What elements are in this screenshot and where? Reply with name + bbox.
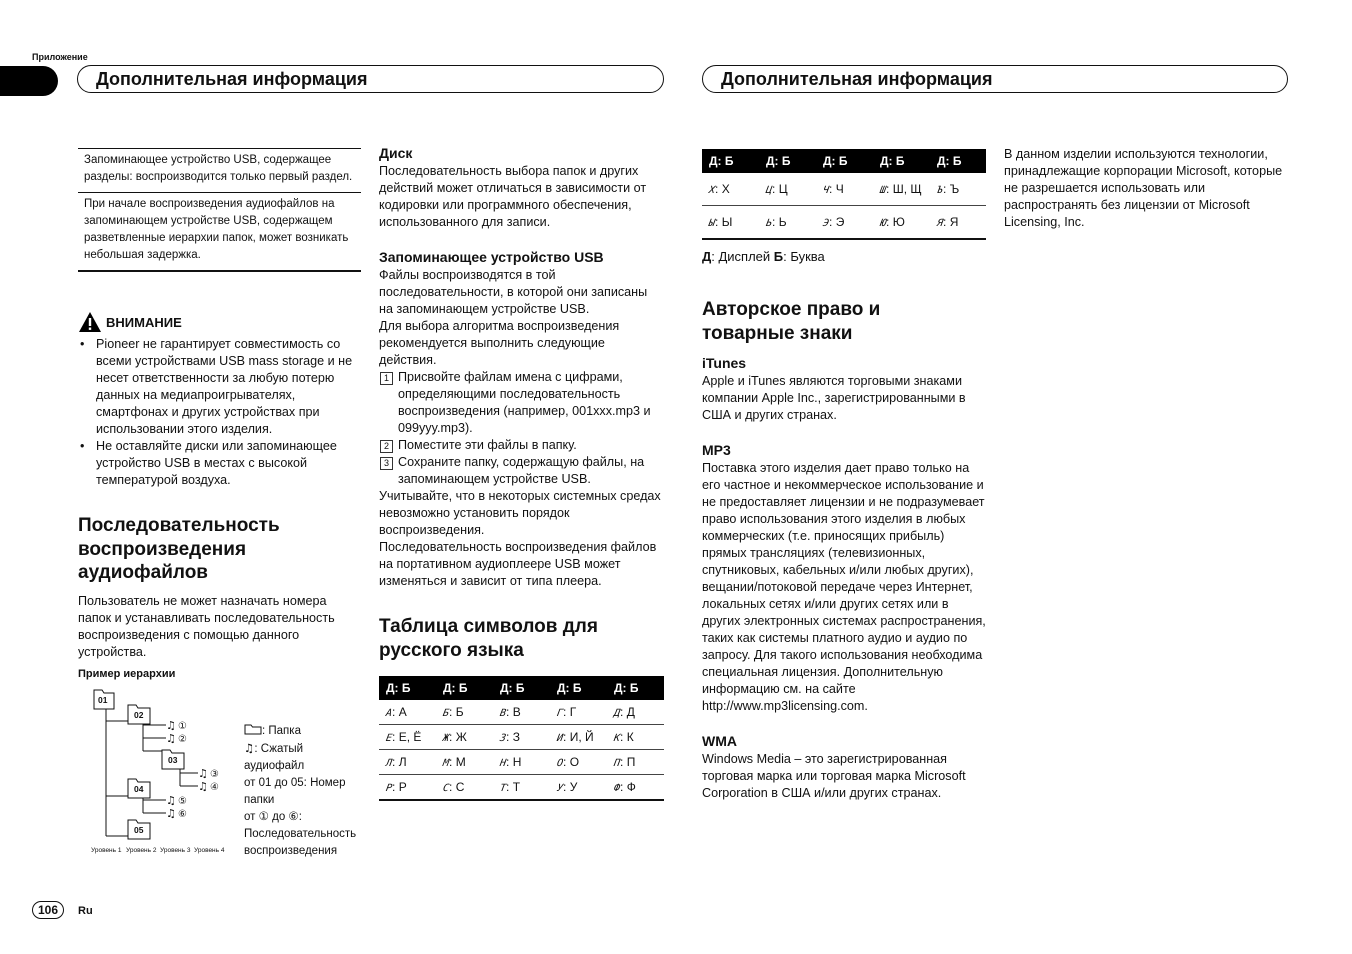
letter-text: : Е, Ё: [392, 730, 422, 744]
folder-label: 05: [134, 825, 144, 835]
hierarchy-legend: [244, 723, 359, 860]
char-table-header: Д: Б: [873, 149, 930, 173]
file-order-number: ①: [178, 721, 187, 732]
char-table-title: Таблица символов для русского языка: [379, 616, 598, 661]
char-table-header: Д: Б: [493, 676, 550, 700]
header-left: Дополнительная информация: [77, 65, 664, 93]
letter-text: : Ы: [715, 215, 733, 229]
letter-text: : Х: [715, 182, 730, 196]
letter-text: : Ч: [829, 182, 844, 196]
copyright-title: Авторское право и товарные знаки: [702, 299, 881, 344]
char-cell: [493, 700, 550, 725]
display-glyph: Ы: [708, 218, 717, 229]
char-cell: [930, 173, 986, 206]
display-glyph: Ь: [765, 218, 774, 229]
legend-d: Д: [702, 249, 712, 264]
microsoft-notice: В данном изделии используются технологии, принадлежащие корпорации Microsoft, которые не разрешается использовать или распространять без лицензии от Microsoft Licensing, Inc.: [1004, 147, 1283, 229]
music-file-icon: ♫: [166, 807, 176, 820]
char-table-header: Д: Б: [816, 149, 873, 173]
char-cell: [702, 206, 759, 240]
playback-order-title: Последовательность воспроизведения аудиофайлов: [78, 515, 280, 583]
file-order-number: ⑥: [178, 809, 187, 820]
char-table-header: Д: Б: [759, 149, 816, 173]
char-table-legend: [702, 249, 825, 264]
char-table-row: [702, 206, 986, 240]
char-cell: [436, 700, 493, 725]
display-glyph: Г: [556, 708, 565, 719]
wma-title: WMA: [702, 733, 737, 749]
char-cell: [873, 206, 930, 240]
music-file-icon: ♫: [198, 767, 208, 780]
char-cell: [607, 725, 664, 750]
display-glyph: Б: [442, 708, 451, 719]
display-glyph: З: [499, 733, 508, 744]
usb-paragraph: Последовательность воспроизведения файлов на портативном аудиоплеере USB может изменяться и зависит от типа плеера.: [379, 540, 657, 588]
display-glyph: H: [499, 758, 508, 769]
usb-step: [379, 437, 664, 454]
char-table-header: Д: Б: [379, 676, 436, 700]
display-glyph: K: [613, 733, 622, 744]
page-tab-marker: [0, 66, 58, 96]
char-cell: [607, 775, 664, 801]
display-glyph: Ц: [765, 185, 774, 196]
letter-text: : К: [620, 730, 634, 744]
letter-text: : Г: [563, 705, 577, 719]
display-glyph: Э: [822, 218, 831, 229]
char-table-header: Д: Б: [436, 676, 493, 700]
legend-folder: : Папка: [262, 725, 301, 737]
music-file-icon: ♫: [244, 741, 255, 755]
char-cell: [379, 725, 436, 750]
char-table-row: [379, 750, 664, 775]
warning-icon: [78, 311, 102, 333]
letter-text: : Ь: [772, 215, 787, 229]
letter-text: : Ш, Щ: [886, 182, 922, 196]
usb-paragraph: Учитывайте, что в некоторых системных средах невозможно установить порядок воспроизведения.: [379, 489, 661, 537]
mp3-body: Поставка этого изделия дает право только на его частное и некоммерческое использование и не предоставляет лицензии и не подразумевает право использования этого изделия в любых коммерческих (т.е. приносящих прибыль) прямых трансляциях (телевизионных, спутниковых, кабельных и/или любых других), вещании/потоковой передаче через Интернет, локальных сетях и/или других сетях или в других электронных системах распространения, таких как системы платного аудио и аудио по запросу. Для такого использования необходима специальная лицензия. Дополнительную информацию см. на сайте: [702, 461, 986, 696]
letter-text: : С: [449, 780, 465, 794]
char-table-row: [379, 725, 664, 750]
section-label: Приложение: [32, 52, 88, 62]
legend-file: : Сжатый аудиофайл: [244, 743, 305, 772]
char-table-header: Д: Б: [607, 676, 664, 700]
char-cell: [759, 173, 816, 206]
char-cell: [816, 206, 873, 240]
letter-text: : Д: [620, 705, 635, 719]
display-glyph: П: [613, 758, 622, 769]
letter-text: : З: [506, 730, 520, 744]
char-table-2: [702, 149, 986, 240]
hierarchy-example-title: Пример иерархии: [78, 668, 176, 680]
char-cell: [550, 725, 607, 750]
display-glyph: Д: [613, 708, 622, 719]
display-glyph: X: [708, 185, 717, 196]
char-cell: [702, 173, 759, 206]
folder-hierarchy-diagram: [88, 684, 238, 856]
letter-text: : Ж: [449, 730, 467, 744]
char-cell: [379, 750, 436, 775]
char-table-row: [379, 700, 664, 725]
page-number: 106: [32, 901, 64, 919]
letter-text: : Л: [392, 755, 407, 769]
char-cell: [379, 700, 436, 725]
playback-order-body: Пользователь не может назначать номера папок и устанавливать последовательность воспроизведения с помощью данного устройства.: [78, 593, 335, 659]
char-cell: [436, 725, 493, 750]
letter-text: : Э: [829, 215, 845, 229]
step-number: 1: [380, 372, 393, 385]
char-cell: [930, 206, 986, 240]
caution-item: • Не оставляйте диски или запоминающее устройство USB в местах с высокой температурой воздуха.: [78, 438, 361, 489]
letter-text: : Ъ: [943, 182, 960, 196]
letter-text: : Н: [506, 755, 522, 769]
step-text: Поместите эти файлы в папку.: [398, 438, 577, 452]
folder-label: 02: [134, 710, 144, 720]
caution-title: ВНИМАНИЕ: [106, 314, 182, 330]
step-number: 3: [380, 457, 393, 470]
char-cell: [436, 775, 493, 801]
level-label: Уровень 2: [126, 847, 157, 854]
usb-title: Запоминающее устройство USB: [379, 249, 604, 265]
file-order-number: ③: [210, 769, 219, 780]
display-glyph: Ф: [613, 783, 622, 794]
char-cell: [550, 700, 607, 725]
mp3-title: MP3: [702, 442, 731, 458]
music-file-icon: ♫: [166, 732, 176, 745]
usb-step: [379, 369, 664, 437]
char-cell: [873, 173, 930, 206]
char-table-header: Д: Б: [930, 149, 986, 173]
letter-text: : П: [620, 755, 636, 769]
music-file-icon: ♫: [166, 719, 176, 732]
char-cell: [493, 725, 550, 750]
folder-label: 04: [134, 784, 144, 794]
caution-block: [78, 310, 361, 489]
note-row: Запоминающее устройство USB, содержащее разделы: воспроизводится только первый раздел.: [78, 148, 361, 192]
letter-text: : А: [392, 705, 407, 719]
letter-text: : Б: [449, 705, 464, 719]
display-glyph: A: [385, 708, 394, 719]
char-cell: [550, 750, 607, 775]
display-glyph: Ю: [879, 218, 888, 229]
display-glyph: Ч: [822, 185, 831, 196]
notes-table: [78, 148, 361, 272]
letter-text: : М: [449, 755, 466, 769]
wma-body: Windows Media – это зарегистрированная торговая марка или торговая марка Microsoft Corporation в США и/или других странах.: [702, 752, 966, 800]
char-cell: [493, 750, 550, 775]
level-label: Уровень 1: [91, 847, 122, 854]
disc-body: Последовательность выбора папок и других действий может отличаться в зависимости от кодировки или программного обеспечения, использованного для записи.: [379, 164, 647, 229]
legend-folder-numbers: от 01 до 05: Номер папки: [244, 777, 346, 806]
step-text: Сохраните папку, содержащую файлы, на запоминающем устройстве USB.: [398, 455, 645, 486]
step-text: Присвойте файлам имена с цифрами, определяющими последовательность воспроизведения (например, 001xxx.mp3 и 099yyy.mp3).: [398, 370, 651, 435]
char-cell: [759, 206, 816, 240]
caution-item: • Pioneer не гарантирует совместимость со всеми устройствами USB mass storage и не несет ответственности за любую потерю данных на медиапроигрывателях, смартфонах и других устройствах при использовании этого изделия.: [78, 336, 361, 438]
display-glyph: Ш: [879, 185, 888, 196]
usb-step: [379, 454, 664, 488]
display-glyph: И: [556, 733, 565, 744]
column-2: [379, 145, 664, 590]
level-label: Уровень 3: [160, 847, 191, 854]
letter-text: : Т: [506, 780, 521, 794]
header-right: Дополнительная информация: [702, 65, 1288, 93]
letter-text: : И, Й: [563, 730, 594, 744]
letter-text: : Ц: [772, 182, 788, 196]
display-glyph: Я: [936, 218, 945, 229]
usb-paragraph: Файлы воспроизводятся в той последовательности, в которой они записаны на запоминающем устройстве USB.: [379, 268, 648, 316]
display-glyph: O: [556, 758, 565, 769]
letter-text: : Ю: [886, 215, 905, 229]
char-table-1: [379, 676, 664, 801]
legend-d-text: : Дисплей: [711, 249, 774, 264]
legend-b: Б: [773, 249, 784, 264]
file-order-number: ④: [210, 782, 219, 793]
char-cell: [550, 775, 607, 801]
legend-b-text: : Буква: [783, 249, 825, 264]
display-glyph: M: [442, 758, 451, 769]
display-glyph: У: [556, 783, 565, 794]
char-cell: [379, 775, 436, 801]
trademarks-block: [702, 355, 987, 802]
display-glyph: Ж: [442, 733, 451, 744]
display-glyph: T: [499, 783, 508, 794]
disc-title: Диск: [379, 145, 413, 161]
mp3-url: http://www.mp3licensing.com.: [702, 699, 868, 713]
letter-text: : В: [506, 705, 521, 719]
char-cell: [607, 700, 664, 725]
letter-text: : Р: [392, 780, 407, 794]
itunes-body: Apple и iTunes являются торговыми знаками компании Apple Inc., зарегистрированными в США и других странах.: [702, 374, 966, 422]
display-glyph: E: [385, 733, 394, 744]
step-number: 2: [380, 440, 393, 453]
char-table-header: Д: Б: [702, 149, 759, 173]
display-glyph: Ъ: [936, 185, 945, 196]
char-cell: [816, 173, 873, 206]
music-file-icon: ♫: [166, 794, 176, 807]
char-cell: [436, 750, 493, 775]
char-cell: [493, 775, 550, 801]
usb-paragraph: Для выбора алгоритма воспроизведения рекомендуется выполнить следующие действия.: [379, 319, 620, 367]
itunes-title: iTunes: [702, 355, 747, 371]
char-table-row: [702, 173, 986, 206]
music-file-icon: ♫: [198, 780, 208, 793]
char-table-header: Д: Б: [550, 676, 607, 700]
folder-label: 03: [168, 755, 178, 765]
display-glyph: C: [442, 783, 451, 794]
letter-text: : Я: [943, 215, 959, 229]
note-row: При начале воспроизведения аудиофайлов на запоминающем устройстве USB, содержащем разветвленные иерархии папок, может возникать небольшая задержка.: [78, 192, 361, 272]
display-glyph: B: [499, 708, 508, 719]
file-order-number: ⑤: [178, 796, 187, 807]
display-glyph: P: [385, 783, 394, 794]
char-cell: [607, 750, 664, 775]
legend-order-numbers: от ① до ⑥: Последовательность воспроизведения: [244, 811, 357, 857]
letter-text: : О: [563, 755, 580, 769]
level-label: Уровень 4: [194, 847, 225, 854]
file-order-number: ②: [178, 734, 187, 745]
language-code: Ru: [78, 905, 93, 917]
letter-text: : У: [563, 780, 578, 794]
display-glyph: Л: [385, 758, 394, 769]
char-table-row: [379, 775, 664, 801]
folder-icon: [244, 724, 262, 735]
folder-label: 01: [98, 695, 108, 705]
letter-text: : Ф: [620, 780, 636, 794]
